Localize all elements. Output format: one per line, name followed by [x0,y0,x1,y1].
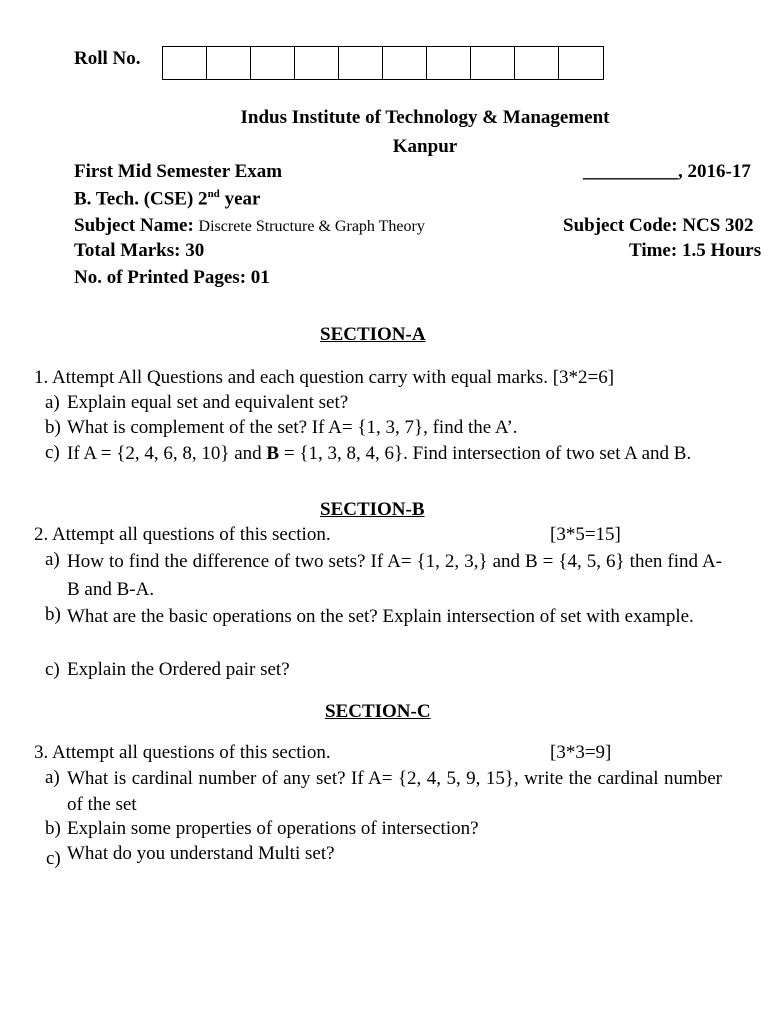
q1-c-text-part1: If A = {2, 4, 6, 8, 10} and [67,443,267,464]
printed-pages: No. of Printed Pages: 01 [74,267,270,288]
roll-digit-box[interactable] [295,47,339,79]
roll-digit-box[interactable] [427,47,471,79]
roll-digit-box[interactable] [559,47,603,79]
course-name [74,188,260,210]
q3-a-text: What is cardinal number of any set? If A= {2, 4, 5, 9, 15}, write the cardinal number of the set [67,768,722,815]
roll-digit-box[interactable] [471,47,515,79]
q1-b-text: What is complement of the set? If A= {1, 3, 7}, find the A’. [67,417,518,438]
roll-digit-box[interactable] [339,47,383,79]
roll-digit-box[interactable] [251,47,295,79]
section-a-title: SECTION-A [320,324,426,345]
question-3-instruction: 3. Attempt all questions of this section. [34,742,331,763]
q3-b-label: b) [45,818,61,839]
question-1-instruction: 1. Attempt All Questions and each question carry with equal marks. [3*2=6] [34,367,615,388]
roll-digit-box[interactable] [515,47,559,79]
course-tail: year [219,188,261,210]
roll-number-label: Roll No. [74,48,141,69]
question-3-marks: [3*3=9] [550,742,612,763]
exam-date: __________, 2016-17 [583,161,751,182]
question-2-instruction: 2. Attempt all questions of this section. [34,524,331,545]
institute-city: Kanpur [392,136,458,157]
subject-code: Subject Code: NCS 302 [563,215,754,236]
q1-b-label: b) [45,417,61,438]
subject-name-value: Discrete Structure & Graph Theory [198,218,425,235]
total-marks: Total Marks: 30 [74,240,205,261]
course-superscript: nd [207,188,220,200]
q1-c-text [67,440,722,468]
exam-name: First Mid Semester Exam [74,161,283,182]
subject-name [74,215,425,237]
section-c-title: SECTION-C [325,701,431,722]
q1-c-text-bold: B [266,443,280,464]
q1-c-text-part2: = {1, 3, 8, 4, 6}. Find intersection of two set A and B. [279,443,692,464]
q3-b-text: Explain some properties of operations of intersection? [67,818,479,839]
roll-digit-box[interactable] [383,47,427,79]
q3-c-label: c) [46,848,61,869]
section-b-title: SECTION-B [320,499,425,520]
course-main: B. Tech. (CSE) 2 [74,188,208,210]
exam-time: Time: 1.5 Hours [629,240,762,261]
q3-c-text: What do you understand Multi set? [67,843,335,864]
roll-digit-box[interactable] [207,47,251,79]
q2-b-label: b) [45,604,61,625]
roll-digit-box[interactable] [163,47,207,79]
question-2-marks: [3*5=15] [550,524,621,545]
subject-name-label: Subject Name: [74,215,199,236]
q3-a-label: a) [45,767,60,788]
q2-a-label: a) [45,549,60,570]
roll-number-boxes[interactable] [162,46,604,80]
q2-a-text: How to find the difference of two sets? If A= {1, 2, 3,} and B = {4, 5, 6} then find A-B and B-A. [67,551,722,600]
q1-a-text: Explain equal set and equivalent set? [67,392,349,413]
q2-b-text: What are the basic operations on the set? Explain intersection of set with example. [67,606,694,627]
q1-c-label: c) [45,442,60,463]
q1-a-label: a) [45,392,60,413]
q2-c-label: c) [45,659,60,680]
institute-name: Indus Institute of Technology & Management [240,107,610,128]
q2-c-text: Explain the Ordered pair set? [67,659,290,680]
